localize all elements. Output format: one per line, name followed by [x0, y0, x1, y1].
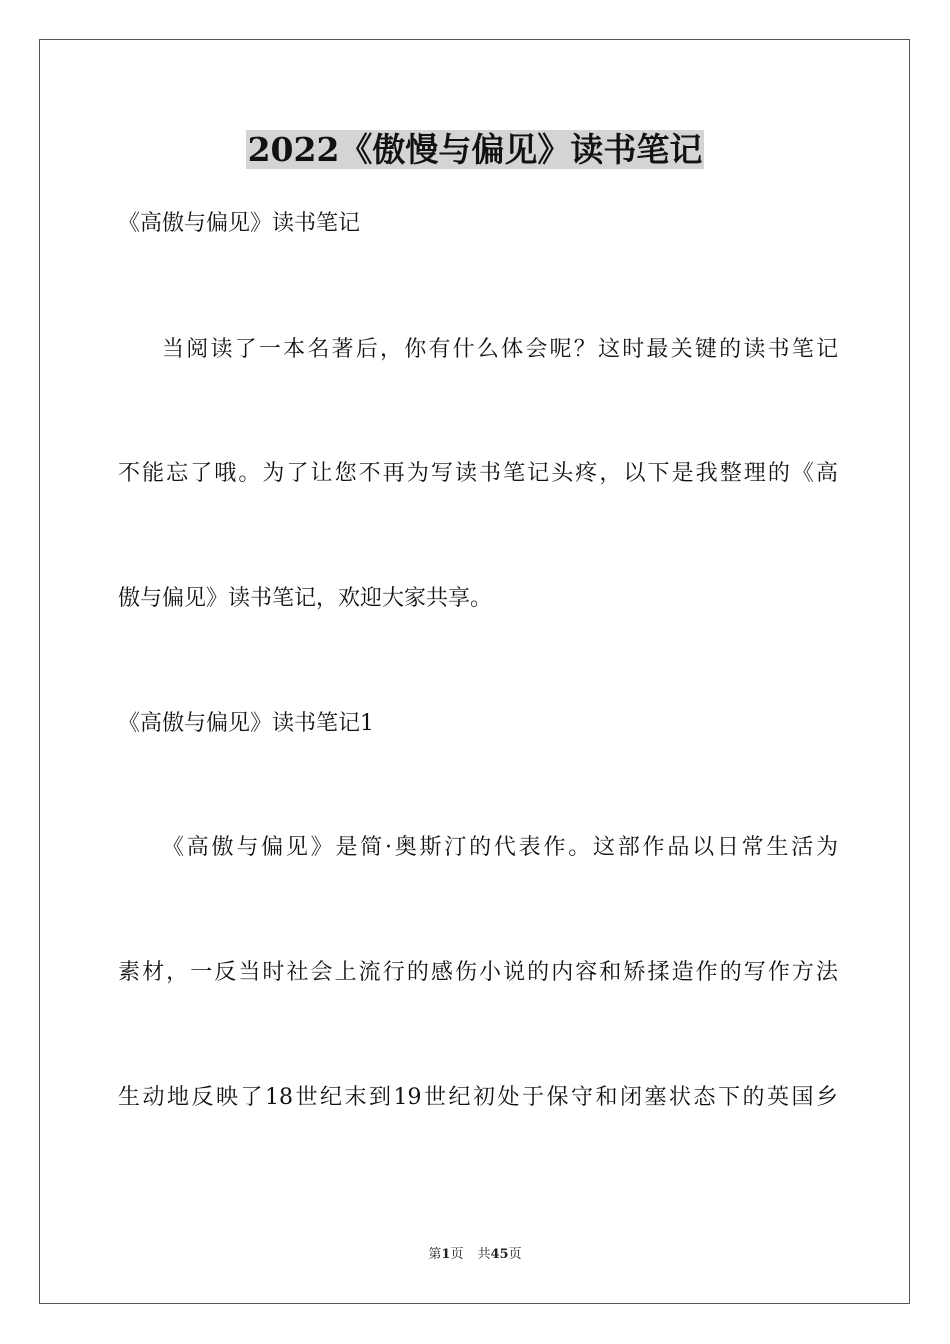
footer-total-pages: 45 [490, 1247, 509, 1262]
footer-page-suffix: 页 [450, 1247, 464, 1262]
document-title [0, 128, 950, 172]
section-heading: 《高傲与偏见》读书笔记1 [118, 711, 374, 736]
paragraph-line: 《高傲与偏见》是简·奥斯汀的代表作。这部作品以日常生活为 [162, 835, 838, 860]
paragraph-line: 不能忘了哦。为了让您不再为写读书笔记头疼，以下是我整理的《高 [118, 461, 838, 486]
footer-total-prefix: 共 [477, 1247, 491, 1262]
page-footer [0, 1246, 950, 1264]
paragraph-line: 傲与偏见》读书笔记，欢迎大家共享。 [118, 586, 493, 611]
paragraph-line: 生动地反映了18世纪末到19世纪初处于保守和闭塞状态下的英国乡 [118, 1085, 838, 1110]
document-title-text: 2022《傲慢与偏见》读书笔记 [247, 130, 703, 169]
footer-page-prefix: 第 [428, 1247, 442, 1262]
section-heading: 《高傲与偏见》读书笔记 [118, 211, 361, 236]
footer-total-suffix: 页 [508, 1247, 522, 1262]
paragraph-line: 当阅读了一本名著后，你有什么体会呢？这时最关键的读书笔记 [162, 337, 838, 362]
paragraph-line: 素材，一反当时社会上流行的感伤小说的内容和矫揉造作的写作方法 [118, 960, 838, 985]
footer-page-number: 1 [441, 1247, 451, 1262]
